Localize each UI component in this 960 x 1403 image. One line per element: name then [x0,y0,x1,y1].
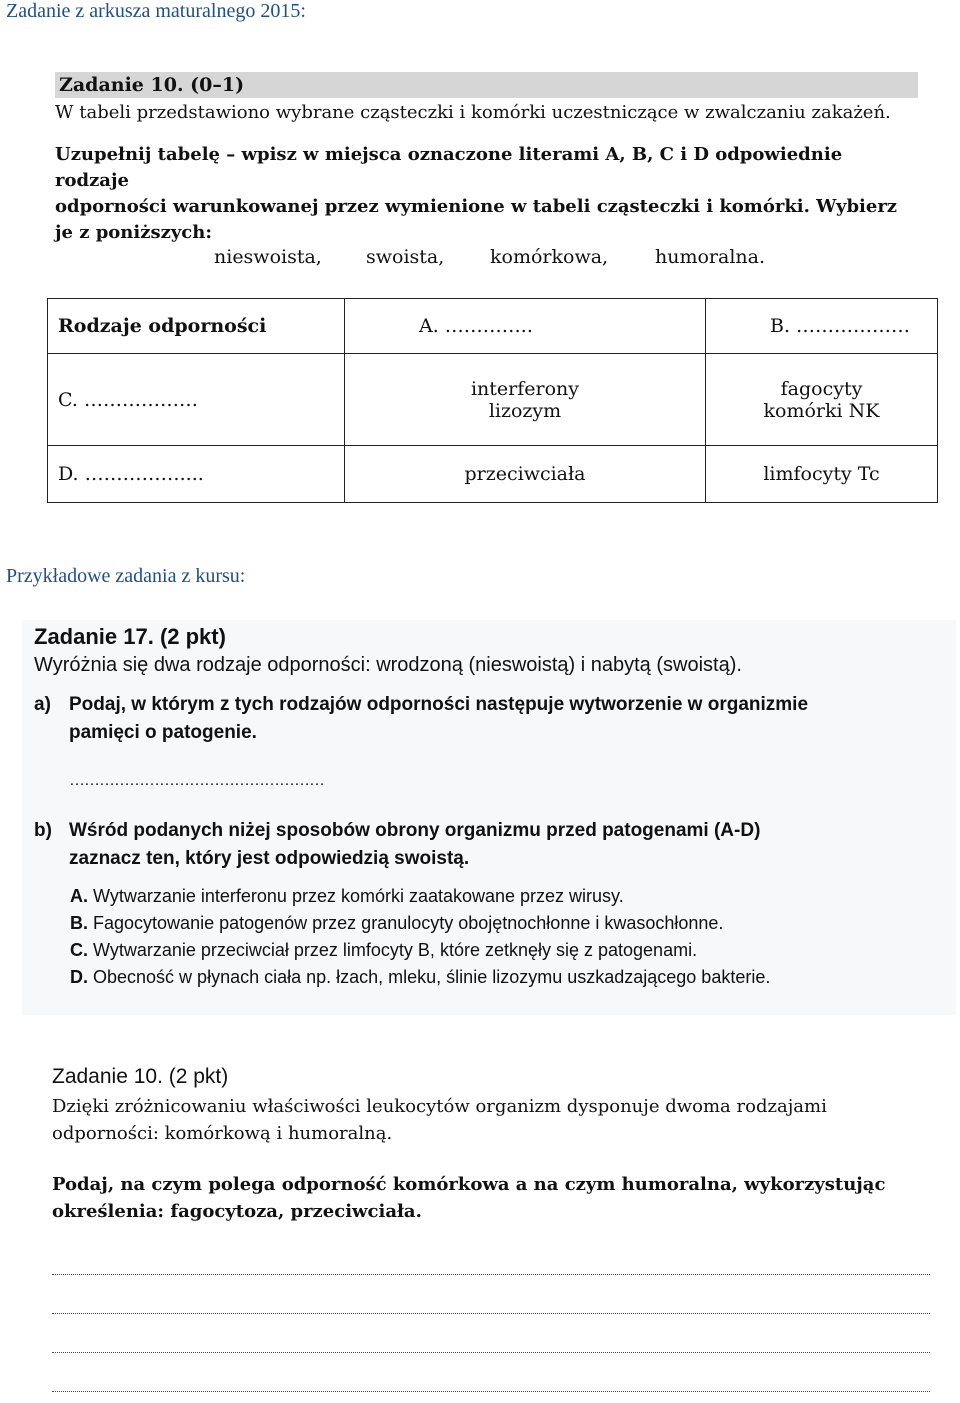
table-row [48,354,938,446]
table-header-cell: Rodzaje odporności [48,299,345,354]
task3-title: Zadanie 10. (2 pkt) [52,1065,229,1088]
table-header-cell: A. ………….. [345,299,706,354]
table-row [48,446,938,503]
answer-line[interactable] [52,1351,930,1353]
option-nieswoista: nieswoista, [214,246,322,268]
table-cell: przeciwciała [345,446,706,503]
task2-a-answer-line: …………………………………………… [69,772,324,789]
course-heading: Przykładowe zadania z kursu: [6,565,246,587]
task2-choice-d [70,967,770,988]
task2-choice-b [70,913,723,934]
choice-letter: A. [70,886,88,906]
choice-letter: B. [70,913,88,933]
task3-intro [52,1093,932,1147]
choice-text: Fagocytowanie patogenów przez granulocyty obojętnochłonne i kwasochłonne. [93,913,724,933]
answer-line[interactable] [52,1273,930,1275]
table-header-row [48,299,938,354]
option-humoralna: humoralna. [655,246,766,268]
task2-choice-a [70,886,624,907]
cell-line: komórki NK [763,399,880,422]
table-row-label: D. …………….... [48,446,345,503]
task2-title: Zadanie 17. (2 pkt) [34,624,226,649]
choice-letter: D. [70,967,88,987]
task3-block [52,1065,932,1225]
task3-instruction-line: określenia: fagocytoza, przeciwciała. [52,1201,422,1222]
task1-intro: W tabeli przedstawiono wybrane cząsteczki i komórki uczestniczące w zwalczaniu zakażeń. [55,102,891,123]
task1-instruction-line: je z poniższych: [55,222,212,243]
task1-instruction-line: odporności warunkowanej przez wymienione w tabeli cząsteczki i komórki. Wybierz [55,196,898,217]
table-cell [706,354,938,446]
task2-b-label: b) [34,820,52,841]
table-row-label: C. ……………… [48,354,345,446]
choice-text: Wytwarzanie przeciwciał przez limfocyty B, które zetknęły się z patogenami. [93,940,698,960]
table-cell [345,354,706,446]
task3-intro-line: Dzięki zróżnicowaniu właściwości leukocytów organizm dysponuje dwoma rodzajami [52,1096,827,1117]
choice-text: Wytwarzanie interferonu przez komórki zaatakowane przez wirusy. [93,886,624,906]
task2-choice-c [70,940,697,961]
task3-instruction [52,1171,932,1225]
option-swoista: swoista, [366,246,445,268]
cell-line: lizozym [488,399,562,422]
task3-instruction-line: Podaj, na czym polega odporność komórkowa a na czym humoralna, wykorzystując [52,1174,886,1195]
task2-intro: Wyróżnia się dwa rodzaje odporności: wrodzoną (nieswoistą) i nabytą (swoistą). [34,654,742,676]
task2-b-line: zaznacz ten, który jest odpowiedzią swoistą. [69,848,470,869]
task2-block [22,620,956,1015]
choice-text: Obecność w płynach ciała np. łzach, mleku, ślinie lizozymu uszkadzającego bakterie. [93,967,771,987]
task2-a-line: Podaj, w którym z tych rodzajów odporności następuje wytworzenie w organizmie [69,694,809,715]
table-header-cell: B. ……………… [706,299,938,354]
task1-instruction [55,142,918,246]
immunity-table [47,298,938,503]
task1-instruction-line: Uzupełnij tabelę – wpisz w miejsca oznaczone literami A, B, C i D odpowiednie rodzaje [55,144,843,191]
task2-a-line: pamięci o patogenie. [69,722,257,743]
table-cell: limfocyty Tc [706,446,938,503]
task3-intro-line: odporności: komórkową i humoralną. [52,1123,393,1144]
cell-line: interferony [470,377,580,400]
task1-block [55,72,918,246]
choice-letter: C. [70,940,88,960]
task2-b-line: Wśród podanych niżej sposobów obrony organizmu przed patogenami (A-D) [69,820,761,841]
cell-line: fagocyty [780,377,863,400]
answer-line[interactable] [52,1390,930,1392]
answer-line[interactable] [52,1312,930,1314]
exam-heading: Zadanie z arkusza maturalnego 2015: [6,0,306,22]
task2-a-label: a) [34,694,51,715]
option-komorkowa: komórkowa, [490,246,609,268]
task1-title: Zadanie 10. (0–1) [55,72,918,98]
